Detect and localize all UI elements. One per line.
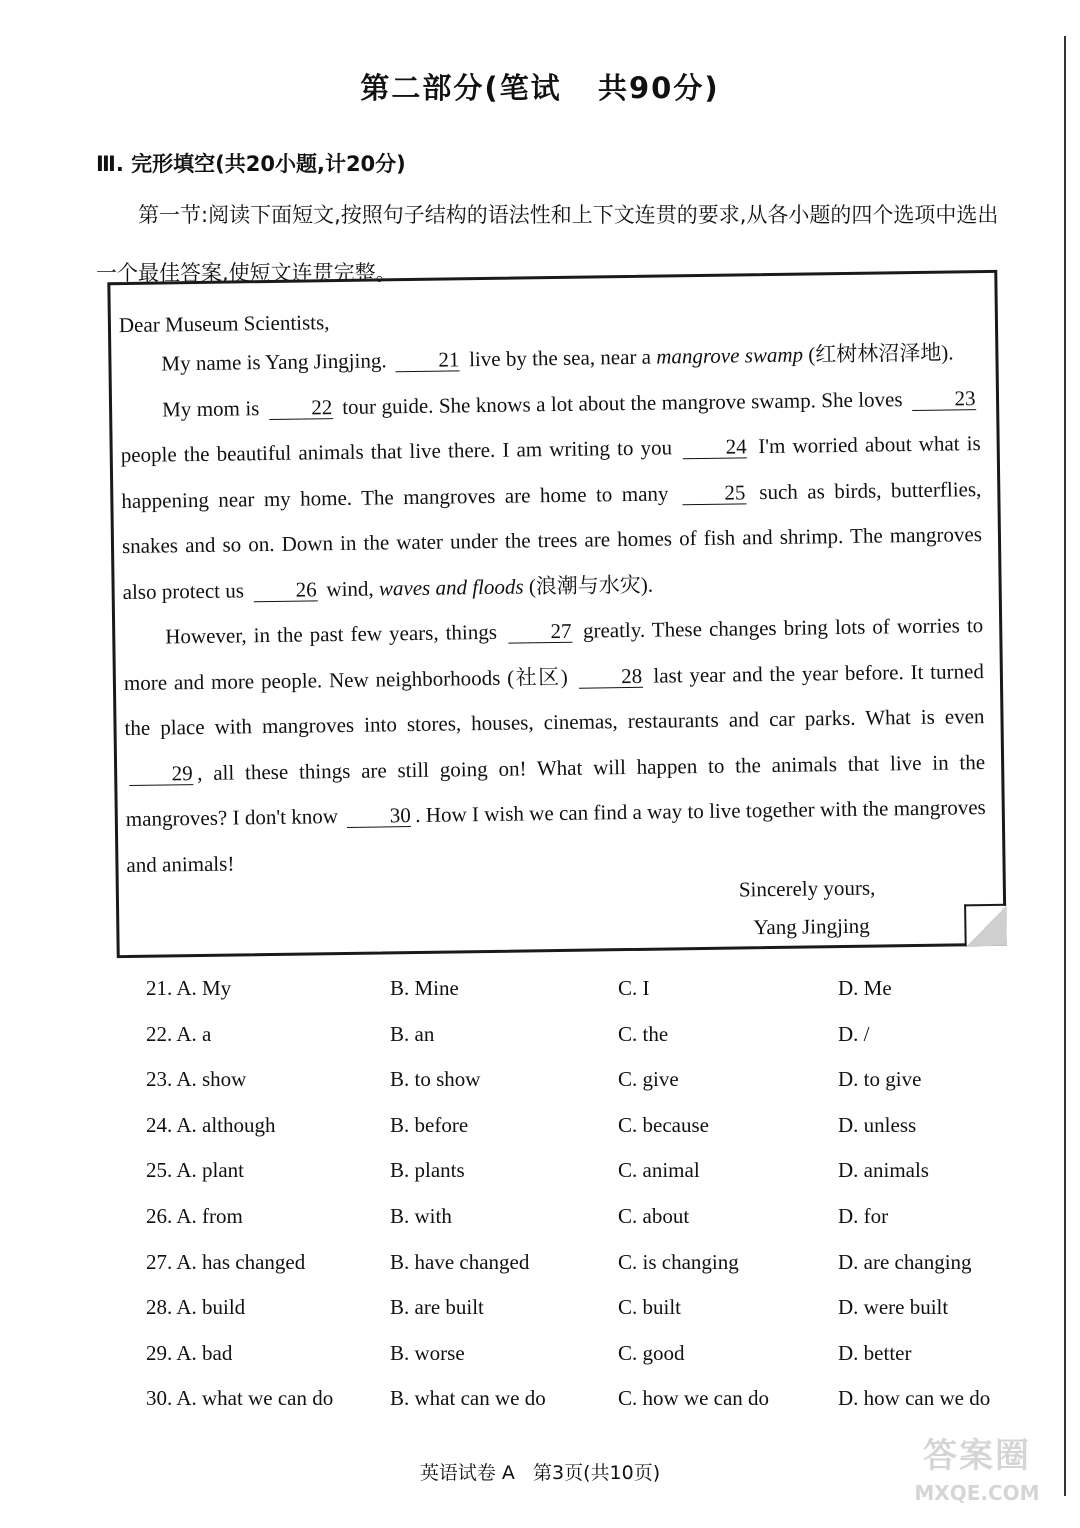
letter-closing: Sincerely yours,: [738, 875, 876, 902]
blank-27: 27: [508, 620, 572, 644]
letter-box: [107, 270, 1006, 958]
option-choice: D. Me: [838, 976, 892, 1000]
letter-text: last year and the year before. It turned the place with mangroves into stores, houses, cinemas, restaurants and car parks. What is even: [124, 658, 985, 741]
blank-25: 25: [682, 481, 746, 505]
section-instructions: 第一节:阅读下面短文,按照句子结构的语法性和上下文连贯的要求,从各小题的四个选项中选出一个最佳答案,使短文连贯完整。: [96, 203, 999, 285]
letter-salutation: Dear Museum Scientists,: [118, 310, 330, 338]
option-choice: C. give: [618, 1067, 679, 1092]
option-row: [146, 1113, 1026, 1159]
option-choice: D. are changing: [838, 1249, 972, 1274]
option-choice: C. is changing: [618, 1249, 739, 1274]
blank-30: 30: [347, 804, 411, 828]
option-choice: 29. A. bad: [146, 1340, 233, 1365]
option-choice: B. an: [390, 1021, 435, 1046]
letter-text: greatly. These changes bring lots of worries to more and more people. New neighborhoods (社区): [123, 613, 984, 695]
answer-options: [146, 976, 1026, 1432]
option-choice: D. how can we do: [838, 1386, 991, 1411]
option-choice: C. because: [618, 1112, 709, 1137]
blank-26: 26: [253, 578, 317, 602]
letter-text: people the beautiful animals that live there. I am writing to you: [120, 435, 680, 468]
page-footer: 英语试卷 A 第3页(共10页): [419, 1462, 661, 1484]
option-choice: B. Mine: [390, 976, 459, 1000]
italic-term: waves and floods: [378, 573, 524, 600]
blank-28: 28: [578, 664, 642, 688]
page-title: 第二部分(笔试 共90分): [360, 71, 720, 105]
option-choice: C. good: [618, 1340, 685, 1365]
letter-text: (浪潮与水灾).: [523, 572, 654, 598]
letter-signature: Yang Jingjing: [753, 913, 870, 940]
watermark-main-text: 答案圈: [923, 1436, 1031, 1476]
letter-text: . How I wish we can find a way to live together with the mangroves and animals!: [126, 795, 986, 877]
watermark-domain-text: MXQE.COM: [914, 1481, 1040, 1505]
option-choice: 30. A. what we can do: [146, 1386, 334, 1411]
italic-term: mangrove swamp: [656, 342, 804, 369]
option-choice: D. unless: [838, 1112, 917, 1137]
option-choice: B. with: [390, 1203, 452, 1228]
option-choice: B. have changed: [390, 1249, 530, 1274]
option-choice: C. about: [618, 1203, 690, 1228]
option-choice: C. animal: [618, 1158, 700, 1183]
option-choice: B. to show: [390, 1067, 481, 1092]
option-choice: 21. A. My: [146, 976, 232, 1000]
option-choice: B. are built: [390, 1295, 484, 1320]
watermark-logo: [902, 1432, 1052, 1516]
letter-text: live by the sea, near a: [463, 344, 657, 372]
option-choice: 23. A. show: [146, 1067, 247, 1092]
option-choice: B. before: [390, 1112, 469, 1137]
blank-24: 24: [683, 435, 747, 459]
option-row: [146, 1295, 1026, 1341]
letter-text: My mom is: [161, 395, 265, 421]
page-fold-icon: [964, 904, 1007, 947]
option-choice: D. for: [838, 1203, 889, 1228]
option-choice: D. were built: [838, 1295, 949, 1320]
option-row: [146, 1386, 1026, 1432]
option-choice: C. how we can do: [618, 1386, 770, 1411]
letter-paragraph: [123, 603, 987, 888]
option-choice: B. plants: [390, 1158, 465, 1183]
letter-text: I'm worried about what is happening near my home. The mangroves are home to many: [121, 431, 981, 513]
letter-text: such as birds, butterflies, snakes and so on. Down in the water under the trees are homes of fish and shrimp. The mangroves also protect us: [121, 476, 983, 604]
blank-23: 23: [912, 387, 976, 411]
option-row: [146, 1067, 1026, 1113]
blank-29: 29: [129, 762, 193, 786]
letter-paragraph: [120, 376, 983, 615]
option-choice: D. animals: [838, 1158, 929, 1183]
letter-text: My name is Yang Jingjing.: [161, 348, 393, 376]
option-row: [146, 1341, 1026, 1387]
section-heading: Ⅲ. 完形填空(共20小题,计20分): [96, 152, 406, 176]
letter-text: tour guide. She knows a lot about the mangrove swamp. She loves: [336, 386, 909, 419]
option-choice: 28. A. build: [146, 1295, 246, 1320]
letter-text: wind,: [321, 575, 380, 601]
option-choice: B. what can we do: [390, 1386, 546, 1411]
option-choice: C. I: [618, 976, 650, 1000]
letter-text: (红树林沼泽地).: [802, 340, 954, 367]
option-row: [146, 976, 1026, 1022]
option-choice: B. worse: [390, 1340, 465, 1365]
option-choice: D. to give: [838, 1067, 922, 1092]
option-row: [146, 1204, 1026, 1250]
blank-22: 22: [269, 396, 333, 420]
option-choice: D. /: [838, 1021, 870, 1046]
option-choice: 27. A. has changed: [146, 1249, 306, 1274]
letter-closing-block: [739, 869, 877, 947]
letter-text: , all these things are still going on! What will happen to the animals that live in the mangroves? I don't know: [125, 749, 986, 832]
option-choice: 26. A. from: [146, 1203, 243, 1228]
option-choice: C. built: [618, 1295, 682, 1320]
option-row: [146, 1250, 1026, 1296]
option-row: [146, 1158, 1026, 1204]
letter-body: [119, 330, 987, 888]
page-edge-line: [1064, 36, 1066, 1496]
option-choice: 24. A. although: [146, 1112, 276, 1137]
letter-text: However, in the past few years, things: [165, 619, 505, 649]
option-choice: 22. A. a: [146, 1021, 212, 1046]
blank-21: 21: [396, 348, 460, 372]
option-choice: 25. A. plant: [146, 1158, 244, 1183]
option-choice: D. better: [838, 1340, 912, 1365]
option-row: [146, 1022, 1026, 1068]
option-choice: C. the: [618, 1021, 669, 1046]
